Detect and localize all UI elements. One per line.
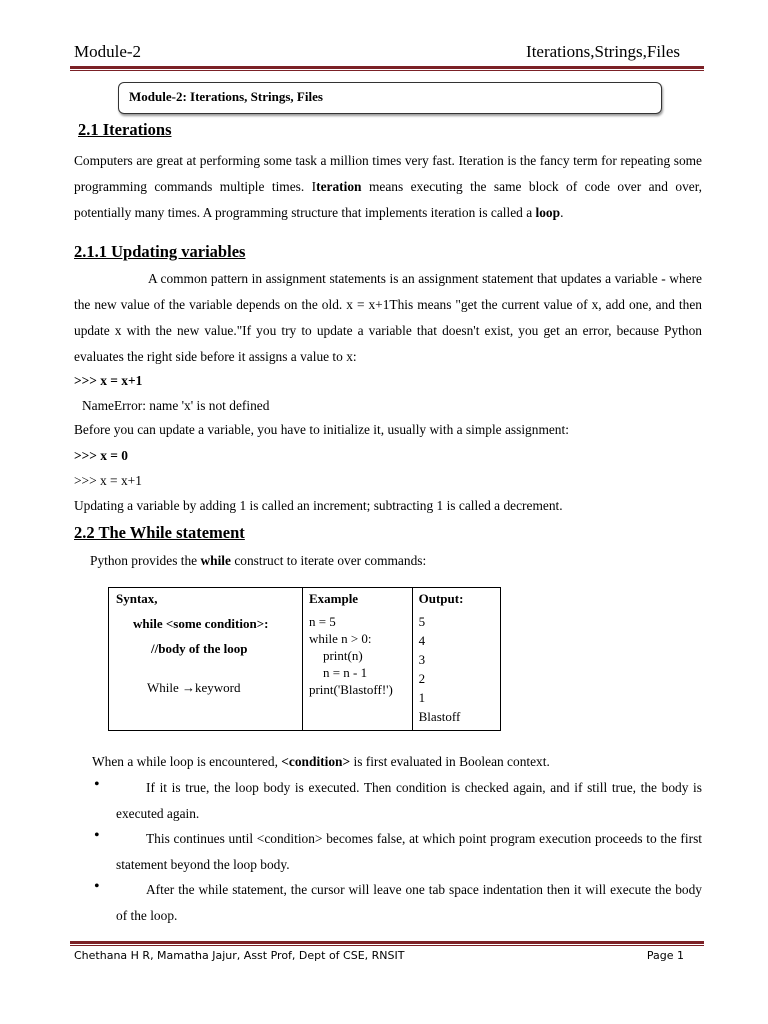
code-line-1: >>> x = x+1	[74, 373, 143, 388]
bullet-item: If it is true, the loop body is executed. Then condition is checked again, and if still true, the body is executed again.	[116, 780, 702, 821]
text-run: Python provides the	[90, 553, 201, 568]
header-module: Module-2	[74, 42, 142, 61]
bullet-item: This continues until <condition> becomes false, at which point program execution proceeds to the first statement beyond the loop body.	[116, 831, 702, 872]
footer-authors: Chethana H R, Mamatha Jajur, Asst Prof, Dept of CSE, RNSIT	[74, 949, 405, 962]
example-line: print(n)	[322, 648, 363, 663]
syntax-cell	[109, 588, 303, 731]
code-line-2: >>> x = 0	[74, 448, 128, 463]
paragraph-while-eval	[92, 754, 550, 770]
footer-rule-thin	[70, 945, 704, 946]
output-line: 3	[418, 652, 426, 667]
heading-while: 2.2 The While statement	[74, 523, 245, 542]
output-header: Output:	[418, 591, 464, 606]
module-title: Module-2: Iterations, Strings, Files	[129, 89, 323, 104]
output-line: 1	[418, 690, 426, 705]
text-bold: while	[200, 553, 231, 568]
text-run: means executing the same block of code over and over, potentially many times. A programming structure that implements iteration is called a	[74, 179, 702, 220]
footer-rule	[70, 941, 704, 944]
syntax-line-1: while <some condition>:	[133, 616, 269, 631]
header-topic: Iterations,Strings,Files	[526, 42, 680, 61]
while-syntax-table	[108, 587, 501, 731]
paragraph-while-intro	[90, 553, 426, 569]
output-line: 4	[418, 633, 426, 648]
example-line: print('Blastoff!')	[308, 682, 393, 697]
heading-iterations: 2.1 Iterations	[78, 120, 172, 139]
error-line: NameError: name 'x' is not defined	[82, 398, 270, 413]
example-line: n = 5	[308, 614, 336, 629]
code-line-3: >>> x = x+1	[74, 473, 142, 488]
text-run: construct to iterate over commands:	[230, 553, 427, 568]
text-bold: loop	[535, 205, 561, 220]
heading-updating-variables: 2.1.1 Updating variables	[74, 242, 246, 261]
header-rule-thin	[70, 70, 704, 71]
paragraph-increment: Updating a variable by adding 1 is called an increment; subtracting 1 is called a decrement.	[74, 498, 563, 513]
output-cell	[412, 588, 500, 731]
output-line: 2	[418, 671, 426, 686]
text-bold: teration	[316, 179, 362, 194]
bullet-item: After the while statement, the cursor will leave one tab space indentation then it will execute the body of the loop.	[116, 882, 702, 923]
syntax-line-3: While →keyword	[147, 680, 241, 695]
syntax-header: Syntax,	[116, 591, 158, 606]
text-run: is first evaluated in Boolean context.	[350, 754, 550, 769]
header-rule	[70, 66, 704, 69]
bullet-icon: •	[94, 776, 100, 793]
text-run: When a while loop is encountered,	[92, 754, 282, 769]
text-run: .	[560, 205, 564, 220]
module-title-box	[118, 82, 662, 114]
paragraph-iterations	[74, 148, 702, 226]
bullet-icon: •	[94, 827, 100, 844]
example-cell	[302, 588, 412, 731]
footer-page-number: Page 1	[646, 949, 684, 962]
output-line: Blastoff	[418, 709, 461, 724]
syntax-line-2: //body of the loop	[151, 641, 248, 656]
paragraph-updating: A common pattern in assignment statements is an assignment statement that updates a variable - where the new value of the variable depends on the old. x = x+1This means "get the current value of x, add one, and then update x with the new value."If you try to update a variable that doesn't exist, you get an error, because Python evaluates the right side before it assigns a value to x:	[74, 271, 702, 364]
example-line: while n > 0:	[308, 631, 372, 646]
text-bold: <condition>	[281, 754, 351, 769]
output-line: 5	[418, 614, 426, 629]
bullet-icon: •	[94, 878, 100, 895]
example-line: n = n - 1	[322, 665, 368, 680]
paragraph-initialize: Before you can update a variable, you have to initialize it, usually with a simple assignment:	[74, 422, 569, 437]
example-header: Example	[308, 591, 359, 606]
text-run: Computers are great at performing some task a million times very fast. Iteration is the fancy term for repeating some programming commands multiple times. I	[74, 153, 702, 194]
